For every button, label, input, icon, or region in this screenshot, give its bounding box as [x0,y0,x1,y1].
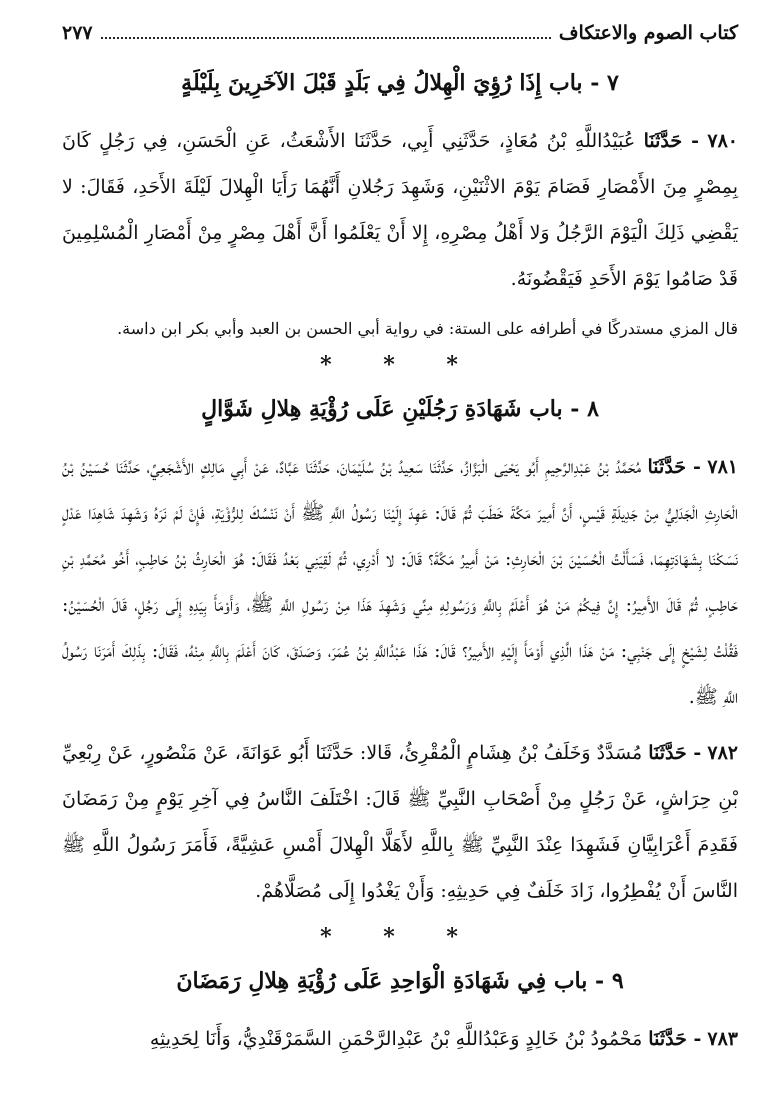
section-separator: * * * [320,352,480,378]
hadith-opener: - حَدَّثَنَا [648,742,702,764]
chapter-heading-7: ٧ - باب إِذَا رُؤِيَ الْهِلالُ فِي بَلَدٍ قَبْلَ الآخَرِينَ بِلَيْلَةٍ [181,70,619,96]
hadith-number: ٧٨٢ [707,742,738,764]
hadith-text: مَحْمُودُ بْنُ خَالِدٍ وَعَبْدُاللَّهِ بْنُ عَبْدِالرَّحْمَنِ السَّمَرْقَنْدِيُّ، وَأَنَا لِحَدِيثِهِ [149,1028,643,1050]
hadith-opener: - حَدَّثَنَا [648,1028,702,1050]
hadith-781 [62,444,738,720]
footnote-780: قال المزي مستدركًا في أطرافه على الستة: في رواية أبي الحسن بن العبد وأبي بكر ابن داسة. [117,319,738,338]
hadith-783 [62,1016,738,1062]
hadith-782 [62,730,738,914]
hadith-opener: - حَدَّثَنَا [647,456,701,478]
hadith-text: مُسَدَّدٌ وَخَلَفُ بْنُ هِشَامٍ الْمُقْرِئُ، قَالا: حَدَّثَنَا أَبُو عَوَانَةَ، عَنْ مَنْصُورٍ، عَنْ رِبْعِيِّ بْنِ حِرَاشٍ، عَنْ رَجُلٍ مِنْ أَصْحَابِ النَّبِيِّ ﷺ قَالَ: اخْتَلَفَ النَّاسُ فِي آخِرِ يَوْمٍ مِنْ رَمَضَانَ فَقَدِمَ أَعْرَابِيَّانِ فَشَهِدَا عِنْدَ النَّبِيِّ ﷺ بِاللَّهِ لأَهَلَّا الْهِلالَ أَمْسِ عَشِيَّةً، فَأَمَرَ رَسُولُ اللَّهِ ﷺ النَّاسَ أَنْ يُفْطِرُوا، زَادَ خَلَفٌ فِي حَدِيثِهِ: وَأَنْ يَغْدُوا إِلَى مُصَلَّاهُمْ. [62,742,738,902]
section-separator: * * * [320,924,480,950]
chapter-heading-8: ٨ - باب شَهَادَةِ رَجُلَيْنِ عَلَى رُؤْيَةِ هِلالِ شَوَّالٍ [201,396,599,422]
hadith-opener: - حَدَّثَنَا [643,130,699,152]
dotted-leader [101,37,551,39]
page-header [62,22,738,56]
book-title: كتاب الصوم والاعتكاف [558,22,738,44]
hadith-text: مُحَمَّدُ بْنُ عَبْدِالرَّحِيمِ أَبُو يَحْيَى الْبَزَّازُ، حَدَّثَنَا سَعِيدُ بْنُ سُلَيْمَانَ، حَدَّثَنَا عَبَّادٌ، عَنْ أَبِي مَالِكٍ الأَشْجَعِيِّ، حَدَّثَنَا حُسَيْنُ بْنُ الْحَارِثِ الْجَدَلِيُّ مِنْ جَدِيلَةِ قَيْسٍ، أَنَّ أَمِيرَ مَكَّةَ خَطَبَ ثُمَّ قَالَ: عَهِدَ إِلَيْنَا رَسُولُ اللَّهِ ﷺ أَنْ نَنْسُكَ لِلرُّؤْيَةِ، فَإِنْ لَمْ نَرَهُ وَشَهِدَ شَاهِدَا عَدْلٍ نَسَكْنَا بِشَهَادَتِهِمَا، فَسَأَلْتُ الْحُسَيْنَ بْنَ الْحَارِثِ: مَنْ أَمِيرُ مَكَّةَ؟ قَالَ: لا أَدْرِي، ثُمَّ لَقِيَنِي بَعْدُ فَقَالَ: هُوَ الْحَارِثُ بْنُ حَاطِبٍ، أَخُو مُحَمَّدِ بْنِ حَاطِبٍ، ثُمَّ قَالَ الأَمِيرُ: إِنَّ فِيكُمْ مَنْ هُوَ أَعْلَمُ بِاللَّهِ وَرَسُولِهِ مِنِّي وَشَهِدَ هَذَا مِنْ رَسُولِ اللَّهِ ﷺ، وَأَوْمَأَ بِيَدِهِ إِلَى رَجُلٍ، قَالَ الْحُسَيْنُ: فَقُلْتُ لِشَيْخٍ إِلَى جَنْبِي: مَنْ هَذَا الَّذِي أَوْمَأَ إِلَيْهِ الأَمِيرُ؟ قَالَ: هَذَا عَبْدُاللَّهِ بْنُ عُمَرَ، وَصَدَقَ، كَانَ أَعْلَمَ بِاللَّهِ مِنْهُ، فَقَالَ: بِذَلِكَ أَمَرَنَا رَسُولُ اللَّهِ ﷺ. [62,456,738,708]
hadith-number: ٧٨٠ [707,130,738,152]
hadith-number: ٧٨١ [707,456,738,478]
hadith-number: ٧٨٣ [707,1028,738,1050]
hadith-text: عُبَيْدُاللَّهِ بْنُ مُعَاذٍ، حَدَّثَنِي أَبِي، حَدَّثَنَا الأَشْعَثُ، عَنِ الْحَسَنِ، فِي رَجُلٍ كَانَ بِمِصْرٍ مِنَ الأَمْصَارِ فَصَامَ يَوْمَ الاثْنَيْنِ، وَشَهِدَ رَجُلانِ أَنَّهُمَا رَأَيَا الْهِلالَ لَيْلَةَ الأَحَدِ، فَقَالَ: لا يَقْضِي ذَلِكَ الْيَوْمَ الرَّجُلُ وَلا أَهْلُ مِصْرِهِ، إِلا أَنْ يَعْلَمُوا أَنَّ أَهْلَ مِصْرٍ مِنْ أَمْصَارِ الْمُسْلِمِينَ قَدْ صَامُوا يَوْمَ الأَحَدِ فَيَقْضُونَهُ. [62,130,738,290]
hadith-780 [62,118,738,302]
book-page [62,22,738,1072]
chapter-heading-9: ٩ - باب فِي شَهَادَةِ الْوَاحِدِ عَلَى رُؤْيَةِ هِلالِ رَمَضَانَ [176,968,624,994]
page-number: ٢٧٧ [62,22,93,44]
